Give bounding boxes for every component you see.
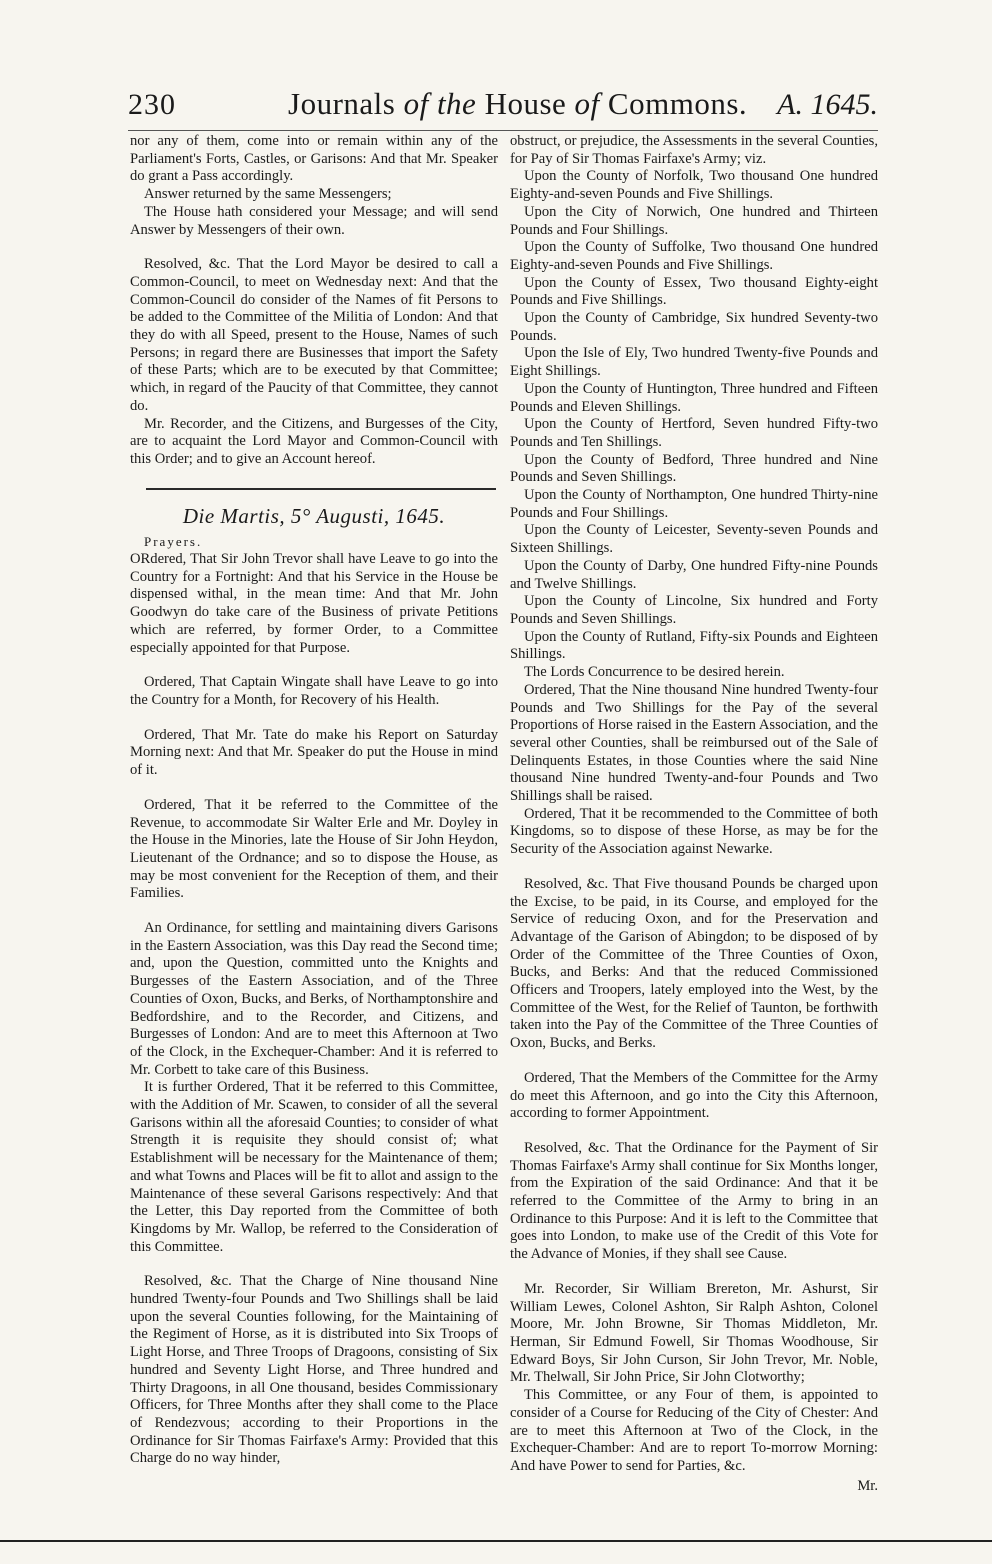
paragraph: The Lords Concurrence to be desired herein. (524, 664, 785, 681)
paragraph: Ordered, That it be referred to the Committee of the Revenue, to accommodate Sir Walter Erle and Mr. Doyley in the House in the Minories, late the House of Sir John Heydon, Lieutenant of the Ordnance; and so to dispose the House, as may be most convenient for the Reception of them, and their Families. (130, 796, 498, 902)
header-rule (128, 130, 878, 131)
paragraph: Ordered, That the Nine thousand Nine hundred Twenty-four Pounds and Two Shillings for the Pay of the several Proportions of Horse raised in the Eastern Association, and the several other Counties, shall be reimbursed out of the Sale of Delinquents Estates, in those Counties where the said Nine thousand Nine hundred Twenty-and-four Pounds and Two Shillings shall be raised. (510, 681, 878, 805)
paragraph: Ordered, That it be recommended to the Committee of both Kingdoms, so to dispose of these Horse, as may be for the Security of the Association against Newarke. (510, 805, 878, 858)
county-assessment: Upon the County of Leicester, Seventy-seven Pounds and Sixteen Shillings. (510, 522, 878, 557)
section-divider (146, 488, 496, 490)
left-column (130, 133, 498, 1468)
county-assessment: Upon the County of Hertford, Seven hundred Fifty-two Pounds and Ten Shillings. (510, 416, 878, 450)
paragraph: Resolved, &c. That the Charge of Nine thousand Nine hundred Twenty-four Pounds and Two Shillings shall be laid upon the several Counties following, for the Maintaining of the Regiment of Horse, as it is distributed into Six Troops of Light Horse, and Three Troops of Dragoons, consisting of Six hundred and Seventy Light Horse, and Three hundred and Thirty Dragoons, in all One thousand, besides Commissionary Officers, for Three Months after they shall come to the Place of Rendezvous; according to their Proportions in the Ordinance for Sir Thomas Fairfaxe's Army: Provided that this Charge do no way hinder, (130, 1273, 498, 1467)
prayers-label: Prayers. (144, 534, 203, 550)
paragraph: nor any of them, come into or remain within any of the Parliament's Forts, Castles, or Garisons: And that Mr. Speaker do grant a Pass accordingly. (130, 133, 498, 185)
paragraph: Resolved, &c. That Five thousand Pounds be charged upon the Excise, to be paid, in its Course, and employed for the Service of reducing Oxon, and for the Preservation and Advantage of the Garison of Abingdon; to be disposed of by Order of the Committee of the Three Counties of Oxon, Bucks, and Berks: And that the reduced Commissioned Officers and Troopers, lately employed into the West, by the Committee of the West, for the Relief of Taunton, be forthwith taken into the Pay of the Committee of the Three Counties of Oxon, Bucks, and Berks. (510, 875, 878, 1052)
paragraph: Mr. Recorder, and the Citizens, and Burgesses of the City, are to acquaint the Lord Mayor and Common-Council with this Order; and to give an Account hereof. (130, 415, 498, 467)
county-assessment: Upon the Isle of Ely, Two hundred Twenty-five Pounds and Eight Shillings. (510, 345, 878, 380)
county-assessment: Upon the County of Norfolk, Two thousand One hundred Eighty-and-seven Pounds and Five Shillings. (510, 168, 878, 203)
running-title: Journals of the House of Commons. (288, 86, 748, 121)
paragraph: Ordered, That the Members of the Committee for the Army do meet this Afternoon, and go into the City this Afternoon, according to former Appointment. (510, 1069, 878, 1122)
county-assessment: Upon the County of Bedford, Three hundred and Nine Pounds and Seven Shillings. (510, 451, 878, 486)
right-column (510, 133, 878, 1495)
paragraph: The House hath considered your Message; and will send Answer by Messengers of their own. (130, 203, 498, 238)
paragraph: Answer returned by the same Messengers; (144, 186, 392, 203)
county-assessment: Upon the County of Rutland, Fifty-six Pounds and Eighteen Shillings. (510, 628, 878, 663)
paragraph: obstruct, or prejudice, the Assessments in the several Counties, for Pay of Sir Thomas Fairfaxe's Army; viz. (510, 133, 878, 167)
county-assessment: Upon the City of Norwich, One hundred and Thirteen Pounds and Four Shillings. (510, 203, 878, 238)
paragraph: Mr. Recorder, Sir William Brereton, Mr. Ashurst, Sir William Lewes, Colonel Ashton, Sir Ralph Ashton, Colonel Moore, Mr. John Browne, Sir Thomas Middleton, Mr. Herman, Sir Edmund Fowell, Sir Thomas Woodhouse, Sir Edward Boys, Sir John Curson, Sir John Trevor, Mr. Noble, Mr. Thelwall, Sir John Price, Sir John Clotworthy; (510, 1280, 878, 1386)
paragraph: Ordered, That Captain Wingate shall have Leave to go into the Country for a Month, for Recovery of his Health. (130, 674, 498, 708)
year-label: A. 1645. (777, 88, 878, 121)
paragraph: This Committee, or any Four of them, is appointed to consider of a Course for Reducing of the City of Chester: And are to meet this Afternoon at Two of the Clock, in the Exchequer-Chamber: And are to report To-morrow Morning: And have Power to send for Parties, &c. (510, 1387, 878, 1474)
county-assessment: Upon the County of Darby, One hundred Fifty-nine Pounds and Twelve Shillings. (510, 557, 878, 592)
page-number: 230 (128, 88, 176, 121)
paragraph: An Ordinance, for settling and maintaining divers Garisons in the Eastern Association, was this Day read the Second time; and, upon the Question, committed unto the Knights and Burgesses of the Eastern Association, and of the Three Counties of Oxon, Bucks, and Berks, of Northamptonshire and Bedfordshire, and to the Recorder, and Citizens, and Burgesses of London: And are to meet this Afternoon at Two of the Clock, in the Exchequer-Chamber: And it is referred to Mr. Corbett to take care of this Business. (130, 920, 498, 1078)
page-bottom-rule (0, 1540, 992, 1542)
county-assessment: Upon the County of Essex, Two thousand Eighty-eight Pounds and Five Shillings. (510, 274, 878, 309)
catchword: Mr. (857, 1477, 878, 1494)
county-assessment: Upon the County of Cambridge, Six hundred Seventy-two Pounds. (510, 310, 878, 344)
paragraph: Ordered, That Mr. Tate do make his Report on Saturday Morning next: And that Mr. Speaker do put the House in mind of it. (130, 726, 498, 779)
paragraph: It is further Ordered, That it be referred to this Committee, with the Addition of Mr. Scawen, to consider of all the several Garisons within all the aforesaid Counties; to consider of what Strength it is requisite they should consist of; what Establishment will be necessary for the Maintenance of them; and what Towns and Places will be fit to allot and assign to the Maintenance of these several Garisons respectively: And that the Letter, this Day reported from the Committee of both Kingdoms by Mr. Wallop, be referred to the Consideration of this Committee. (130, 1079, 498, 1255)
county-assessment: Upon the County of Northampton, One hundred Thirty-nine Pounds and Four Shillings. (510, 487, 878, 521)
county-assessment: Upon the County of Lincolne, Six hundred and Forty Pounds and Seven Shillings. (510, 593, 878, 627)
paragraph: ORdered, That Sir John Trevor shall have Leave to go into the Country for a Fortnight: And that his Service in the House be dispensed withal, in the mean time: And that Mr. John Goodwyn do take care of the Business of private Petitions which are referred, by former Order, to a Committee especially appointed for that Purpose. (130, 551, 498, 656)
paragraph: Resolved, &c. That the Lord Mayor be desired to call a Common-Council, to meet on Wednesday next: And that the Common-Council do consider of the Names of fit Persons to be added to the Committee of the Militia of London: And that they do with all Speed, present to the House, Names of such Persons; in regard there are Businesses that import the Safety of these Parts; which are to be executed by that Committee; which, in regard of the Paucity of that Committee, they cannot do. (130, 256, 498, 414)
running-header (128, 86, 878, 130)
day-heading: Die Martis, 5° Augusti, 1645. (182, 503, 446, 528)
paragraph: Resolved, &c. That the Ordinance for the Payment of Sir Thomas Fairfaxe's Army shall continue for Six Months longer, from the Expiration of the said Ordinance: And that it be referred to the Committee of the Army to bring in an Ordinance to this Purpose: And it is left to the Committee that goes into London, to make use of the Credit of this Vote for the Advance of Monies, if they shall see Cause. (510, 1139, 878, 1263)
county-assessment: Upon the County of Huntington, Three hundred and Fifteen Pounds and Eleven Shillings. (510, 380, 878, 415)
county-assessment: Upon the County of Suffolke, Two thousand One hundred Eighty-and-seven Pounds and Five Shillings. (510, 239, 878, 273)
